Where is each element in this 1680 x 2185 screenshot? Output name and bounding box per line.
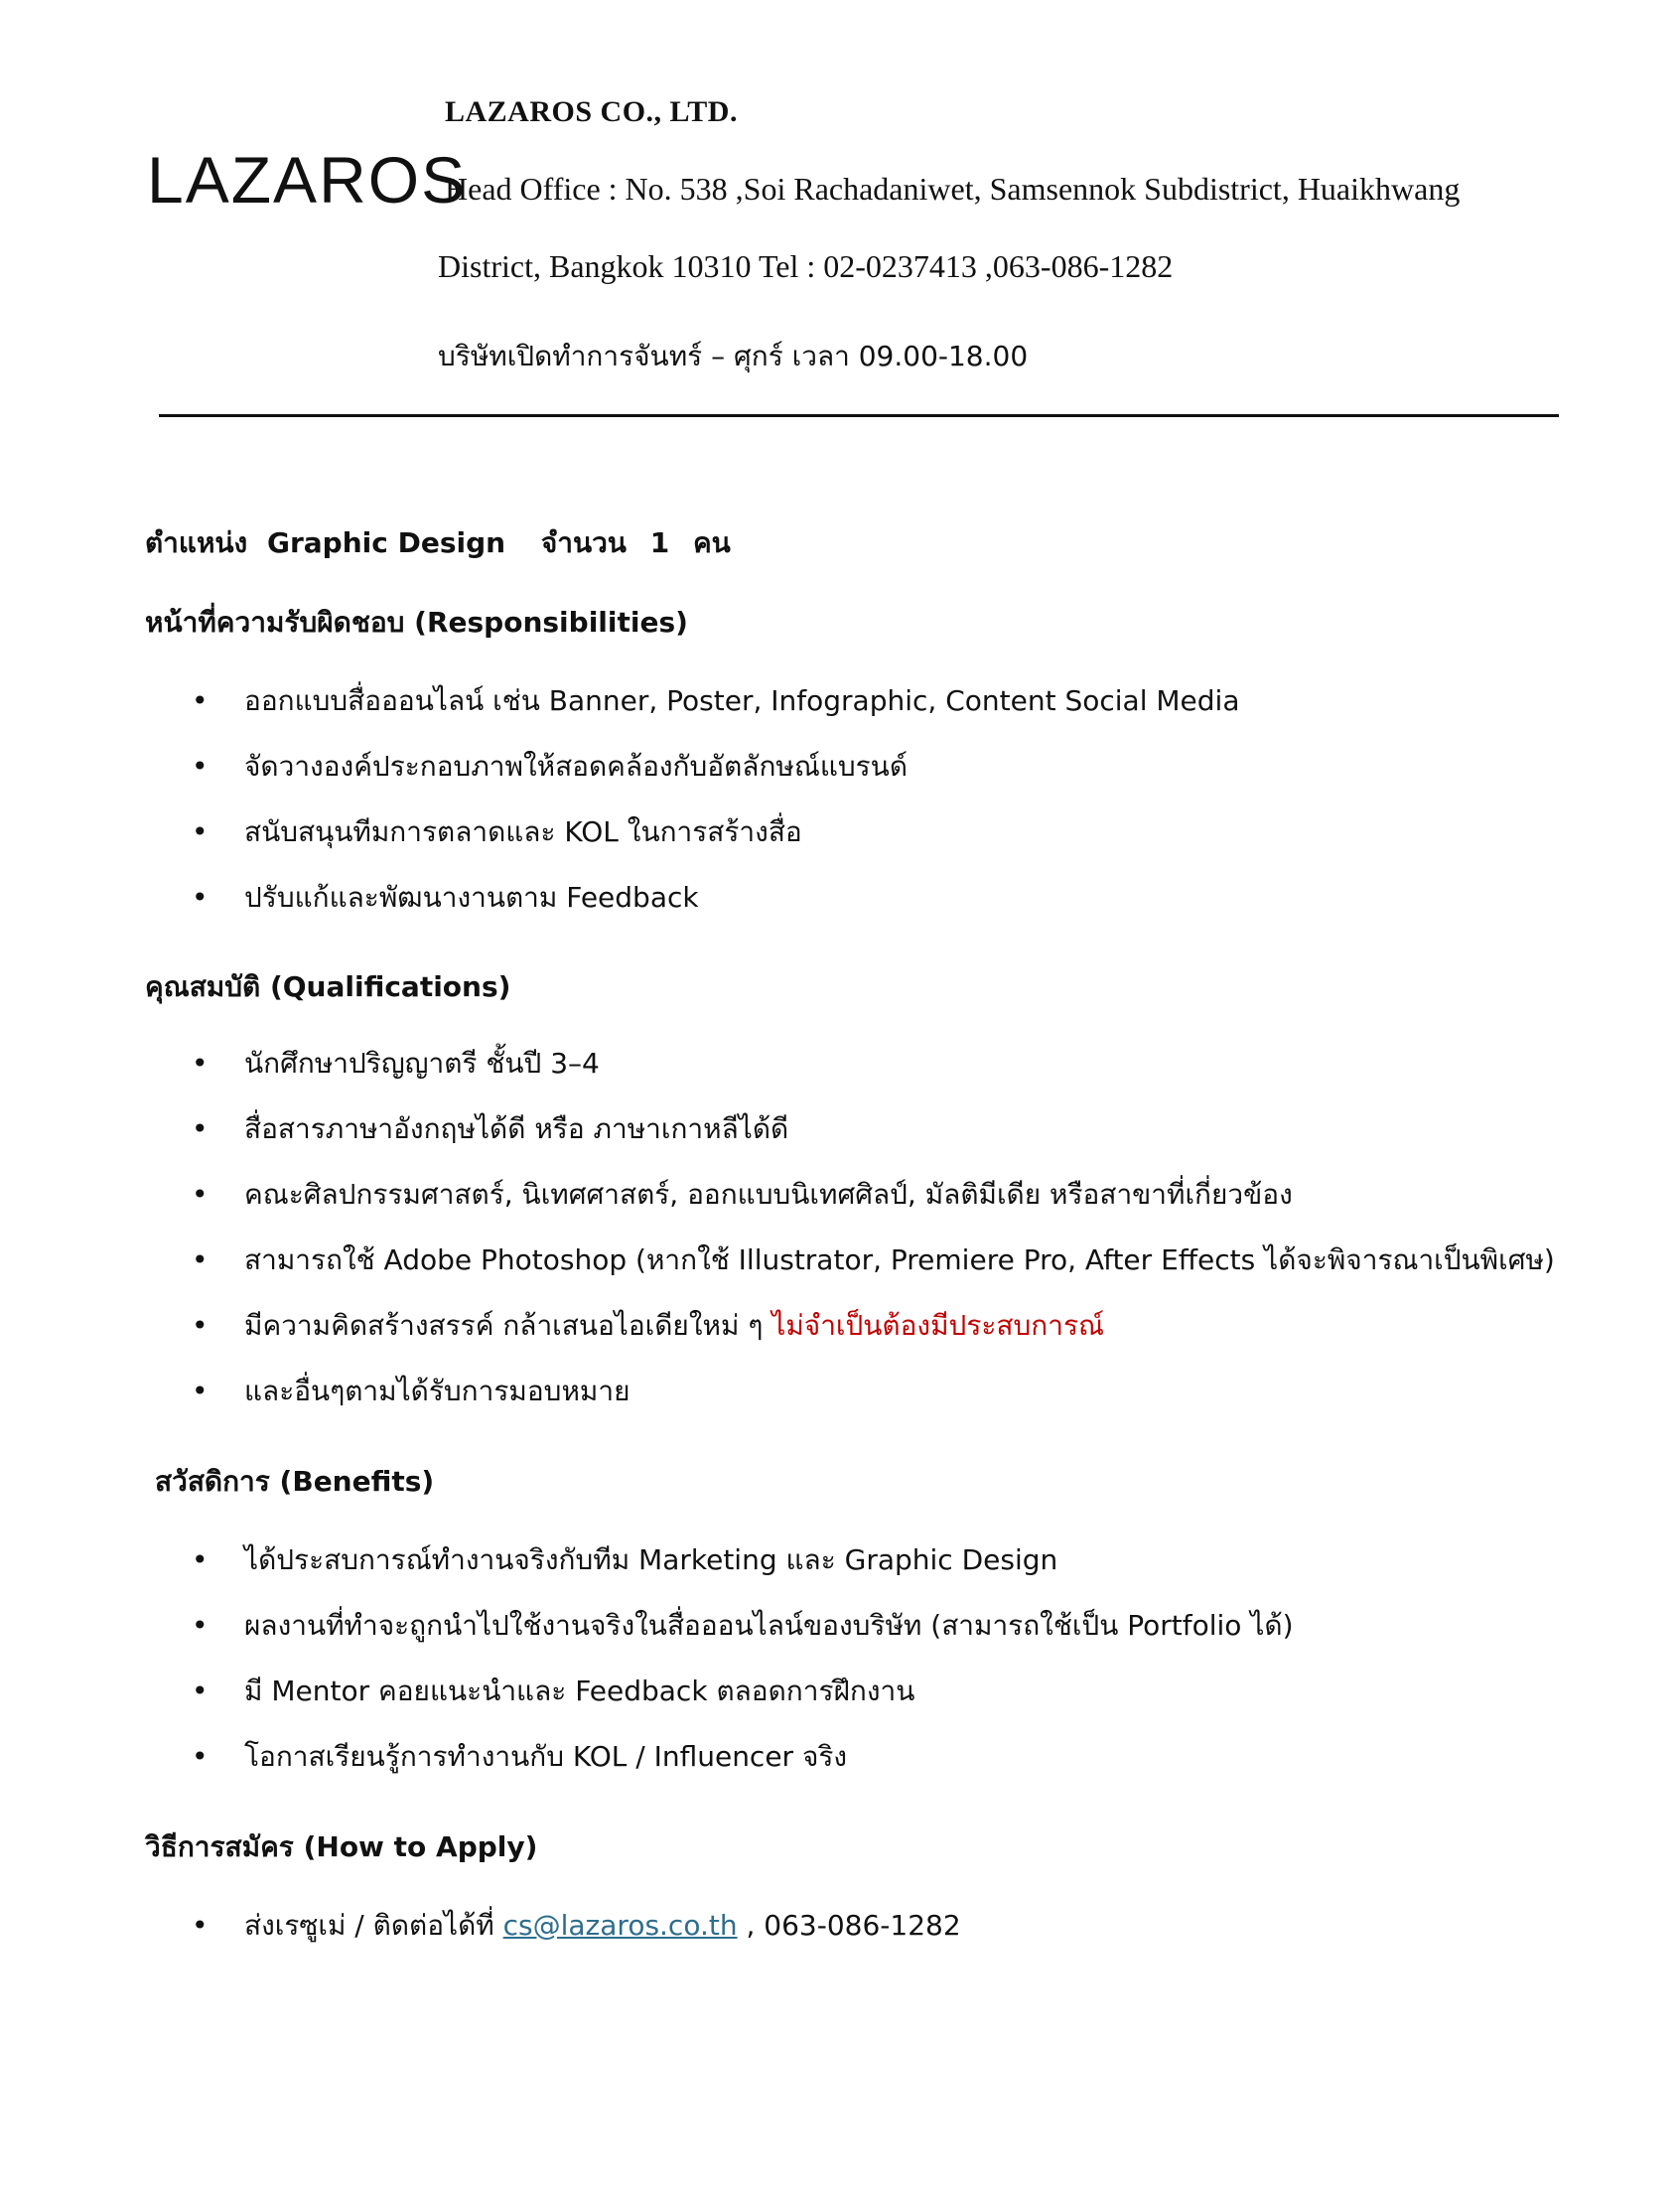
list-item: • สามารถใช้ Adobe Photoshop (หากใช้ Illustrator, Premiere Pro, After Effects ได้จะพิจารณาเป็นพิเศษ) [0,1241,1555,1307]
position-count: 1 [649,526,670,559]
responsibilities-list [0,682,1239,945]
list-item: • จัดวางองค์ประกอบภาพให้สอดคล้องกับอัตลักษณ์แบรนด์ [0,748,1239,813]
responsibilities-heading: หน้าที่ความรับผิดชอบ (Responsibilities) [145,606,688,639]
office-hours: บริษัทเปิดทำการจันทร์ – ศุกร์ เวลา 09.00-18.00 [438,340,1029,372]
list-item: • ได้ประสบการณ์ทำงานจริงกับทีม Marketing และ Graphic Design [0,1541,1294,1607]
position-unit: คน [692,526,731,559]
apply-prefix: ส่งเรซูเม่ / ติดต่อได้ที่ [244,1909,503,1942]
list-item: • สื่อสารภาษาอังกฤษได้ดี หรือ ภาษาเกาหลีได้ดี [0,1110,1555,1176]
address-line-2: District, Bangkok 10310 Tel : 02-0237413 ,063-086-1282 [438,248,1174,284]
list-item: • ปรับแก้และพัฒนางานตาม Feedback [0,879,1239,945]
list-item: • ออกแบบสื่อออนไลน์ เช่น Banner, Poster, Infographic, Content Social Media [0,682,1239,748]
list-item: • สนับสนุนทีมการตลาดและ KOL ในการสร้างสื่อ [0,813,1239,879]
benefits-list [0,1541,1294,1804]
apply-phone: , 063-086-1282 [737,1909,961,1942]
header-divider [159,414,1559,417]
list-item: • คณะศิลปกรรมศาสตร์, นิเทศศาสตร์, ออกแบบนิเทศศิลป์, มัลติมีเดีย หรือสาขาที่เกี่ยวข้อง [0,1176,1555,1241]
qualifications-heading: คุณสมบัติ (Qualifications) [145,970,511,1003]
qualifications-list [0,1045,1555,1438]
company-name: LAZAROS CO., LTD. [445,95,738,128]
list-item: • และอื่นๆตามได้รับการมอบหมาย [0,1373,1555,1438]
list-item: • นักศึกษาปริญญาตรี ชั้นปี 3–4 [0,1045,1555,1110]
position-title: Graphic Design [266,526,506,559]
list-item: • โอกาสเรียนรู้การทำงานกับ KOL / Influencer จริง [0,1738,1294,1804]
apply-heading: วิธีการสมัคร (How to Apply) [145,1830,538,1863]
benefits-heading: สวัสดิการ (Benefits) [155,1465,435,1498]
position-count-label: จำนวน [540,526,627,559]
list-item: • มี Mentor คอยแนะนำและ Feedback ตลอดการฝึกงาน [0,1673,1294,1738]
list-item: • ผลงานที่ทำจะถูกนำไปใช้งานจริงในสื่อออนไลน์ของบริษัท (สามารถใช้เป็น Portfolio ได้) [0,1607,1294,1673]
apply-list [0,1907,961,1972]
position-label: ตำแหน่ง [145,526,248,559]
list-item [0,1307,1555,1373]
position-heading [145,521,731,565]
list-item-text: มีความคิดสร้างสรรค์ กล้าเสนอไอเดียใหม่ ๆ [244,1309,772,1342]
email-link[interactable]: cs@lazaros.co.th [502,1909,738,1942]
address-line-1: Head Office : No. 538 ,Soi Rachadaniwet, Samsennok Subdistrict, Huaikhwang [445,171,1461,207]
no-experience-highlight: ไม่จำเป็นต้องมีประสบการณ์ [771,1309,1104,1342]
list-item [0,1907,961,1972]
company-logo: LAZAROS [147,143,468,217]
